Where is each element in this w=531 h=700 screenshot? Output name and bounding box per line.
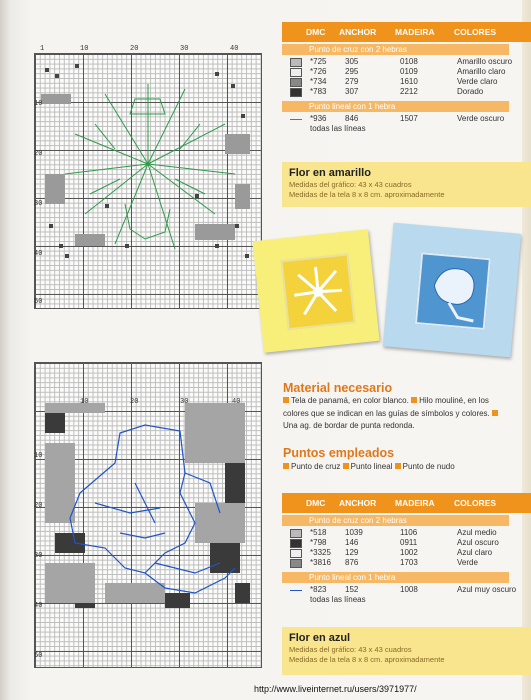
material-title: Material necesario — [283, 381, 393, 395]
dmc-code: *3816 — [310, 558, 331, 567]
anchor-code: 846 — [345, 114, 359, 123]
chart1-col-label: 20 — [130, 45, 139, 53]
legend-row — [282, 538, 531, 548]
legend-row — [282, 67, 531, 77]
material-item: Tela de panamá, en color blanco. — [291, 396, 409, 405]
chart2-col-label: 40 — [232, 398, 241, 406]
blue-flower-image — [415, 252, 491, 330]
chart2-row-label: 50 — [34, 652, 43, 660]
col-anchor: ANCHOR — [339, 498, 377, 508]
madeira-code: 1703 — [400, 558, 418, 567]
photo-blue-embroidery — [383, 223, 521, 358]
legend-cross-subtitle: Punto de cruz con 2 hebras — [282, 44, 509, 55]
anchor-code: 152 — [345, 585, 359, 594]
dmc-code: *798 — [310, 538, 327, 547]
cross-stitch-chart-yellow — [34, 53, 262, 309]
puntos-title: Puntos empleados — [283, 446, 395, 460]
chart2-row-label: 30 — [34, 552, 43, 560]
title-band-yellow — [282, 162, 531, 207]
madeira-code: 0108 — [400, 57, 418, 66]
anchor-code: 1039 — [345, 528, 363, 537]
legend-row — [282, 57, 531, 67]
chart1-col-label: 40 — [230, 45, 239, 53]
color-name: Azul medio — [457, 528, 497, 537]
dmc-code: *936 — [310, 114, 327, 123]
legend-header — [282, 22, 531, 42]
col-dmc: DMC — [306, 27, 326, 37]
chart-yellow-pattern — [35, 54, 261, 308]
symbol-icon — [290, 559, 302, 568]
chart-blue-pattern — [35, 363, 261, 667]
madeira-code: 0911 — [400, 538, 418, 547]
bullet-square-icon — [411, 397, 417, 403]
legend-row-note — [282, 124, 531, 134]
symbol-icon — [290, 68, 302, 77]
dmc-code: *823 — [310, 585, 327, 594]
madeira-code: 0109 — [400, 67, 418, 76]
color-name: Azul muy oscuro — [457, 585, 517, 594]
symbol-icon — [290, 78, 302, 87]
bullet-square-icon — [395, 463, 401, 469]
madeira-code: 1008 — [400, 585, 418, 594]
chart2-row-label: 10 — [34, 452, 43, 460]
fabric-size: Medidas de la tela 8 x 8 cm. aproximadamente — [289, 190, 445, 199]
bullet-square-icon — [283, 397, 289, 403]
stitch-type: Punto lineal — [350, 462, 393, 471]
anchor-code: 146 — [345, 538, 359, 547]
stitch-type: Punto de nudo — [402, 462, 455, 471]
title-band-blue — [282, 627, 531, 675]
thread-legend-blue — [282, 493, 531, 605]
col-madeira: MADEIRA — [395, 498, 435, 508]
bullet-square-icon — [492, 410, 498, 416]
anchor-code: 279 — [345, 77, 359, 86]
line-stitch-icon — [290, 590, 302, 591]
material-text — [283, 395, 508, 433]
chart2-col-label: 20 — [130, 398, 139, 406]
chart-size: Medidas del gráfico: 43 x 43 cuadros — [289, 180, 412, 189]
chart1-row-label: 50 — [34, 298, 43, 306]
legend-row — [282, 585, 531, 595]
flower-icon — [283, 256, 354, 328]
anchor-code: 305 — [345, 57, 359, 66]
bullet-square-icon — [343, 463, 349, 469]
anchor-code: 295 — [345, 67, 359, 76]
legend-row — [282, 558, 531, 568]
anchor-code: 129 — [345, 548, 359, 557]
color-name: Amarillo claro — [457, 67, 506, 76]
chart2-row-label: 20 — [34, 502, 43, 510]
material-item: Hilo mouliné, en los colores que se indican en las guías de símbolos y colores. — [283, 396, 490, 418]
col-madeira: MADEIRA — [395, 27, 435, 37]
chart1-col-label: 30 — [180, 45, 189, 53]
flower-icon — [417, 254, 489, 327]
legend-line-subtitle: Punto lineal con 1 hebra — [282, 101, 509, 112]
dmc-code: *726 — [310, 67, 327, 76]
color-name: Verde oscuro — [457, 114, 505, 123]
madeira-code: 2212 — [400, 87, 418, 96]
color-name: Verde — [457, 558, 478, 567]
legend-row — [282, 528, 531, 538]
legend-cross-subtitle: Punto de cruz con 2 hebras — [282, 515, 509, 526]
symbol-icon — [290, 58, 302, 67]
chart1-col-label: 1 — [40, 45, 45, 53]
dmc-code: *734 — [310, 77, 327, 86]
stitch-type: Punto de cruz — [291, 462, 341, 471]
symbol-icon — [290, 88, 302, 97]
chart1-row-label: 10 — [34, 100, 43, 108]
madeira-code: 1002 — [400, 548, 418, 557]
color-name: Dorado — [457, 87, 484, 96]
legend-row — [282, 114, 531, 124]
thread-legend-yellow — [282, 22, 531, 134]
anchor-code: 307 — [345, 87, 359, 96]
anchor-code: 876 — [345, 558, 359, 567]
legend-row — [282, 87, 531, 97]
legend-line-subtitle: Punto lineal con 1 hebra — [282, 572, 509, 583]
col-dmc: DMC — [306, 498, 326, 508]
legend-header — [282, 493, 531, 513]
legend-row — [282, 77, 531, 87]
material-item: Una ag. de bordar de punta redonda. — [283, 421, 415, 430]
line-note: todas las líneas — [310, 595, 366, 604]
bullet-square-icon — [283, 463, 289, 469]
color-name: Verde claro — [457, 77, 498, 86]
dmc-code: *518 — [310, 528, 327, 537]
col-colores: COLORES — [454, 498, 497, 508]
chart1-row-label: 40 — [34, 250, 43, 258]
madeira-code: 1106 — [400, 528, 418, 537]
symbol-icon — [290, 529, 302, 538]
line-stitch-icon — [290, 119, 302, 120]
dmc-code: *725 — [310, 57, 327, 66]
dmc-code: *3325 — [310, 548, 331, 557]
line-note: todas las líneas — [310, 124, 366, 133]
legend-row-note — [282, 595, 531, 605]
yellow-flower-image — [281, 253, 356, 330]
madeira-code: 1610 — [400, 77, 418, 86]
fabric-size: Medidas de la tela 8 x 8 cm. aproximadamente — [289, 655, 445, 664]
chart1-row-label: 20 — [34, 150, 43, 158]
chart2-col-label: 30 — [180, 398, 189, 406]
chart1-row-label: 30 — [34, 200, 43, 208]
chart2-col-label: 10 — [80, 398, 89, 406]
madeira-code: 1507 — [400, 114, 418, 123]
chart2-row-label: 40 — [34, 602, 43, 610]
color-name: Azul claro — [457, 548, 493, 557]
color-name: Azul oscuro — [457, 538, 499, 547]
symbol-icon — [290, 539, 302, 548]
puntos-list — [283, 461, 508, 474]
page-spine — [0, 0, 10, 700]
source-url: http://www.liveinternet.ru/users/3971977/ — [254, 684, 417, 694]
chart-size: Medidas del gráfico: 43 x 43 cuadros — [289, 645, 412, 654]
dmc-code: *783 — [310, 87, 327, 96]
col-colores: COLORES — [454, 27, 497, 37]
chart1-col-label: 10 — [80, 45, 89, 53]
symbol-icon — [290, 549, 302, 558]
cross-stitch-chart-blue — [34, 362, 262, 668]
color-name: Amarillo oscuro — [457, 57, 513, 66]
photo-yellow-embroidery — [252, 229, 379, 353]
project-title: Flor en amarillo — [289, 167, 371, 179]
legend-row — [282, 548, 531, 558]
col-anchor: ANCHOR — [339, 27, 377, 37]
project-title: Flor en azul — [289, 632, 351, 644]
